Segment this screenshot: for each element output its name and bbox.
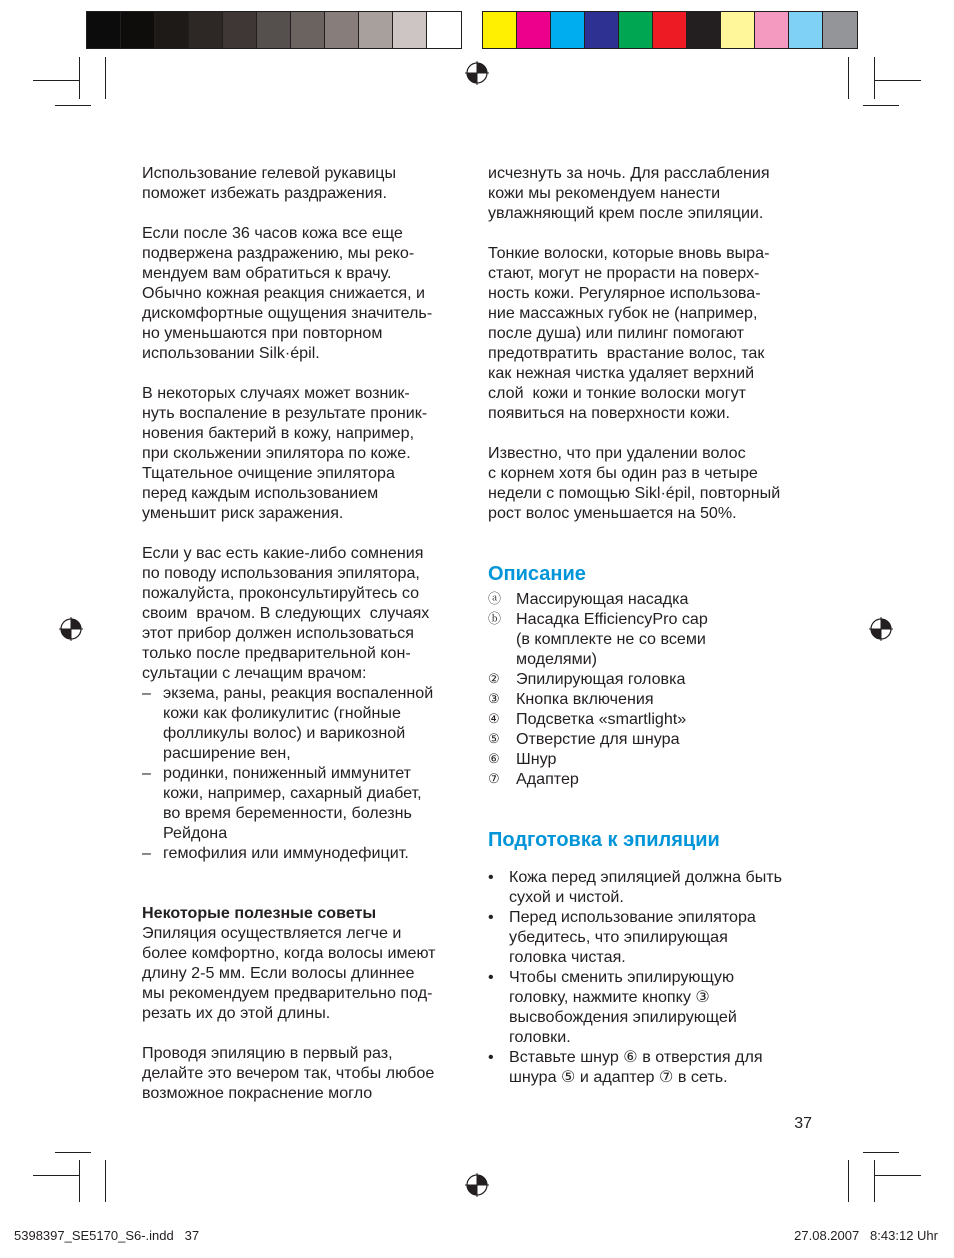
tips-heading: Некоторые полезные советы (142, 904, 377, 922)
item-number: ⓑ (488, 611, 502, 626)
crop-mark (79, 1160, 80, 1202)
text-line: использовании Silk·épil. (142, 344, 320, 362)
text-line: недели с помощью Sikl·épil, повторный (488, 484, 781, 502)
color-swatch (517, 12, 551, 48)
list-item (488, 689, 818, 709)
text-line: В некоторых случаях может возник- (142, 384, 410, 402)
text-line: Если у вас есть какие-либо сомнения (142, 544, 424, 562)
registration-mark-icon (869, 617, 893, 641)
text-line: пожалуйста, проконсультируйтесь со (142, 584, 420, 602)
list-item (488, 967, 818, 1047)
color-swatch (427, 12, 461, 48)
item-number: ③ (488, 691, 500, 706)
registration-mark-icon (465, 61, 489, 85)
text-line: (в комплекте не со всеми (516, 630, 706, 648)
color-swatch (551, 12, 585, 48)
text-line: головку, нажмите кнопку ③ (509, 988, 710, 1006)
text-line: Рейдона (163, 824, 228, 842)
list-item (142, 763, 472, 843)
text-line: убедитесь, что эпилирующая (509, 928, 728, 946)
crop-mark (55, 1152, 91, 1153)
crop-mark (848, 1160, 849, 1202)
color-swatch (653, 12, 687, 48)
text-line: после душа) или пилинг помогают (488, 324, 745, 342)
dash-marker: – (142, 684, 151, 702)
text-line: рост волос уменьшается на 50%. (488, 504, 737, 522)
text-line: Отверстие для шнура (516, 730, 680, 748)
crop-mark (848, 57, 849, 99)
item-number: ② (488, 671, 500, 686)
text-line: Тонкие волоски, которые вновь выра- (488, 244, 770, 262)
text-line: делайте это вечером так, чтобы любое (142, 1064, 435, 1082)
text-line: Подсветка «smartlight» (516, 710, 687, 728)
paragraph (488, 243, 818, 423)
registration-mark-icon (59, 617, 83, 641)
list-item (488, 867, 818, 907)
paragraph (142, 543, 472, 683)
paragraph (142, 163, 472, 203)
list-item (142, 683, 472, 763)
color-swatch (87, 12, 121, 48)
left-column (142, 163, 472, 1103)
text-line: кожи, например, сахарный диабет, (163, 784, 422, 802)
registration-mark-icon (465, 1173, 489, 1197)
bullet-marker: • (488, 968, 494, 986)
text-line: головка чистая. (509, 948, 626, 966)
footer-timestamp: 27.08.2007 8:43:12 Uhr (794, 1228, 938, 1243)
description-list (488, 589, 818, 789)
bullet-marker: • (488, 868, 494, 886)
paragraph (142, 223, 472, 363)
text-line: поможет избежать раздражения. (142, 184, 387, 202)
list-item (142, 843, 472, 863)
text-line: Эпилирующая головка (516, 670, 686, 688)
text-line: предотвратить врастание волос, так (488, 344, 765, 362)
crop-mark (79, 57, 80, 99)
text-line: Эпиляция осуществляется легче и (142, 924, 402, 942)
item-number: ⑤ (488, 731, 500, 746)
text-line: дискомфортные ощущения значитель- (142, 304, 433, 322)
text-line: родинки, пониженный иммунитет (163, 764, 412, 782)
text-line: исчезнуть за ночь. Для расслабления (488, 164, 770, 182)
text-line: перед каждым использованием (142, 484, 379, 502)
color-swatch (155, 12, 189, 48)
crop-mark (874, 1160, 875, 1202)
item-number: ⑦ (488, 771, 500, 786)
color-swatch (483, 12, 517, 48)
grayscale-color-bar (86, 11, 462, 49)
list-item (488, 907, 818, 967)
text-line: Чтобы сменить эпилирующую (509, 968, 735, 986)
text-line: своим врачом. В следующих случаях (142, 604, 430, 622)
text-line: головки. (509, 1028, 571, 1046)
text-line: при скольжении эпилятора по коже. (142, 444, 411, 462)
crop-mark (863, 1152, 899, 1153)
list-item (488, 609, 818, 669)
text-line: по поводу использования эпилятора, (142, 564, 420, 582)
text-line: но уменьшаются при повторном (142, 324, 383, 342)
color-swatch (393, 12, 427, 48)
item-number: ⓐ (488, 591, 502, 606)
crop-mark (874, 57, 875, 99)
crop-mark (33, 1175, 79, 1176)
text-line: Проводя эпиляцию в первый раз, (142, 1044, 393, 1062)
text-line: подвержена раздражению, мы реко- (142, 244, 415, 262)
list-item (488, 1047, 818, 1087)
page-number: 37 (794, 1115, 812, 1132)
crop-mark (875, 80, 921, 81)
color-swatch (585, 12, 619, 48)
bullet-marker: • (488, 908, 494, 926)
text-line: ность кожи. Регулярное использова- (488, 284, 761, 302)
crop-mark (55, 105, 91, 106)
text-line: Перед использование эпилятора (509, 908, 756, 926)
paragraph (488, 443, 818, 523)
crop-mark (33, 80, 79, 81)
dash-marker: – (142, 764, 151, 782)
color-swatch (325, 12, 359, 48)
text-line: высвобождения эпилирующей (509, 1008, 737, 1026)
text-line: Адаптер (516, 770, 579, 788)
color-swatch (789, 12, 823, 48)
text-line: с корнем хотя бы один раз в четыре (488, 464, 758, 482)
text-line: Массирующая насадка (516, 590, 689, 608)
text-line: сультации с лечащим врачом: (142, 664, 367, 682)
text-line: кожи мы рекомендуем нанести (488, 184, 721, 202)
color-swatch (687, 12, 721, 48)
text-line: более комфортно, когда волосы имеют (142, 944, 436, 962)
text-line: фолликулы волос) и варикозной (163, 724, 406, 742)
right-column (488, 163, 818, 1087)
list-item (488, 589, 818, 609)
text-line: как нежная чистка удаляет верхний (488, 364, 755, 382)
text-line: нуть воспаление в результате проник- (142, 404, 428, 422)
list-item (488, 749, 818, 769)
text-line: Использование гелевой рукавицы (142, 164, 397, 182)
preparation-list (488, 867, 818, 1087)
text-line: расширение вен, (163, 744, 291, 762)
text-line: длину 2-5 мм. Если волосы длиннее (142, 964, 415, 982)
text-line: Если после 36 часов кожа все еще (142, 224, 403, 242)
bullet-marker: • (488, 1048, 494, 1066)
process-color-bar (482, 11, 858, 49)
crop-mark (875, 1175, 921, 1176)
text-line: Вставьте шнур ⑥ в отверстия для (509, 1048, 763, 1066)
text-line: Обычно кожная реакция снижается, и (142, 284, 426, 302)
color-swatch (291, 12, 325, 48)
paragraph (488, 163, 818, 223)
text-line: резать их до этой длины. (142, 1004, 331, 1022)
footer-file-info: 5398397_SE5170_S6-.indd 37 (14, 1228, 200, 1243)
text-line: стают, могут не прорасти на поверх- (488, 264, 760, 282)
text-line: Известно, что при удалении волос (488, 444, 746, 462)
color-swatch (619, 12, 653, 48)
text-line: Тщательное очищение эпилятора (142, 464, 395, 482)
crop-mark (105, 1160, 106, 1202)
description-heading: Описание (488, 563, 586, 585)
text-line: этот прибор должен использоваться (142, 624, 414, 642)
text-line: Кнопка включения (516, 690, 654, 708)
text-line: возможное покраснение могло (142, 1084, 373, 1102)
text-line: Насадка EfficiencyPro cap (516, 610, 708, 628)
color-swatch (755, 12, 789, 48)
dash-marker: – (142, 844, 151, 862)
paragraph (142, 1043, 472, 1103)
list-item (488, 669, 818, 689)
paragraph (142, 383, 472, 523)
text-line: мы рекомендуем предварительно под- (142, 984, 433, 1002)
crop-mark (105, 57, 106, 99)
paragraph (142, 903, 472, 1023)
color-swatch (721, 12, 755, 48)
text-line: мендуем вам обратиться к врачу. (142, 264, 392, 282)
text-line: новения бактерий в кожу, например, (142, 424, 415, 442)
text-line: Шнур (516, 750, 557, 768)
text-line: Кожа перед эпиляцией должна быть (509, 868, 783, 886)
color-swatch (257, 12, 291, 48)
color-swatch (121, 12, 155, 48)
color-swatch (223, 12, 257, 48)
item-number: ⑥ (488, 751, 500, 766)
item-number: ④ (488, 711, 500, 726)
text-line: кожи как фоликулитис (гнойные (163, 704, 401, 722)
preparation-heading: Подготовка к эпиляции (488, 829, 720, 851)
text-line: появиться на поверхности кожи. (488, 404, 730, 422)
text-line: шнура ⑤ и адаптер ⑦ в сеть. (509, 1068, 728, 1086)
color-swatch (359, 12, 393, 48)
text-line: сухой и чистой. (509, 888, 624, 906)
color-swatch (823, 12, 857, 48)
text-line: уменьшит риск заражения. (142, 504, 344, 522)
text-line: ние массажных губок не (например, (488, 304, 758, 322)
text-line: гемофилия или иммунодефицит. (163, 844, 409, 862)
list-item (488, 769, 818, 789)
list-item (488, 709, 818, 729)
text-line: только после предварительной кон- (142, 644, 411, 662)
crop-mark (863, 105, 899, 106)
text-line: увлажняющий крем после эпиляции. (488, 204, 764, 222)
text-line: экзема, раны, реакция воспаленной (163, 684, 434, 702)
color-swatch (189, 12, 223, 48)
text-line: во время беременности, болезнь (163, 804, 412, 822)
text-line: моделями) (516, 650, 597, 668)
text-line: слой кожи и тонкие волоски могут (488, 384, 747, 402)
list-item (488, 729, 818, 749)
